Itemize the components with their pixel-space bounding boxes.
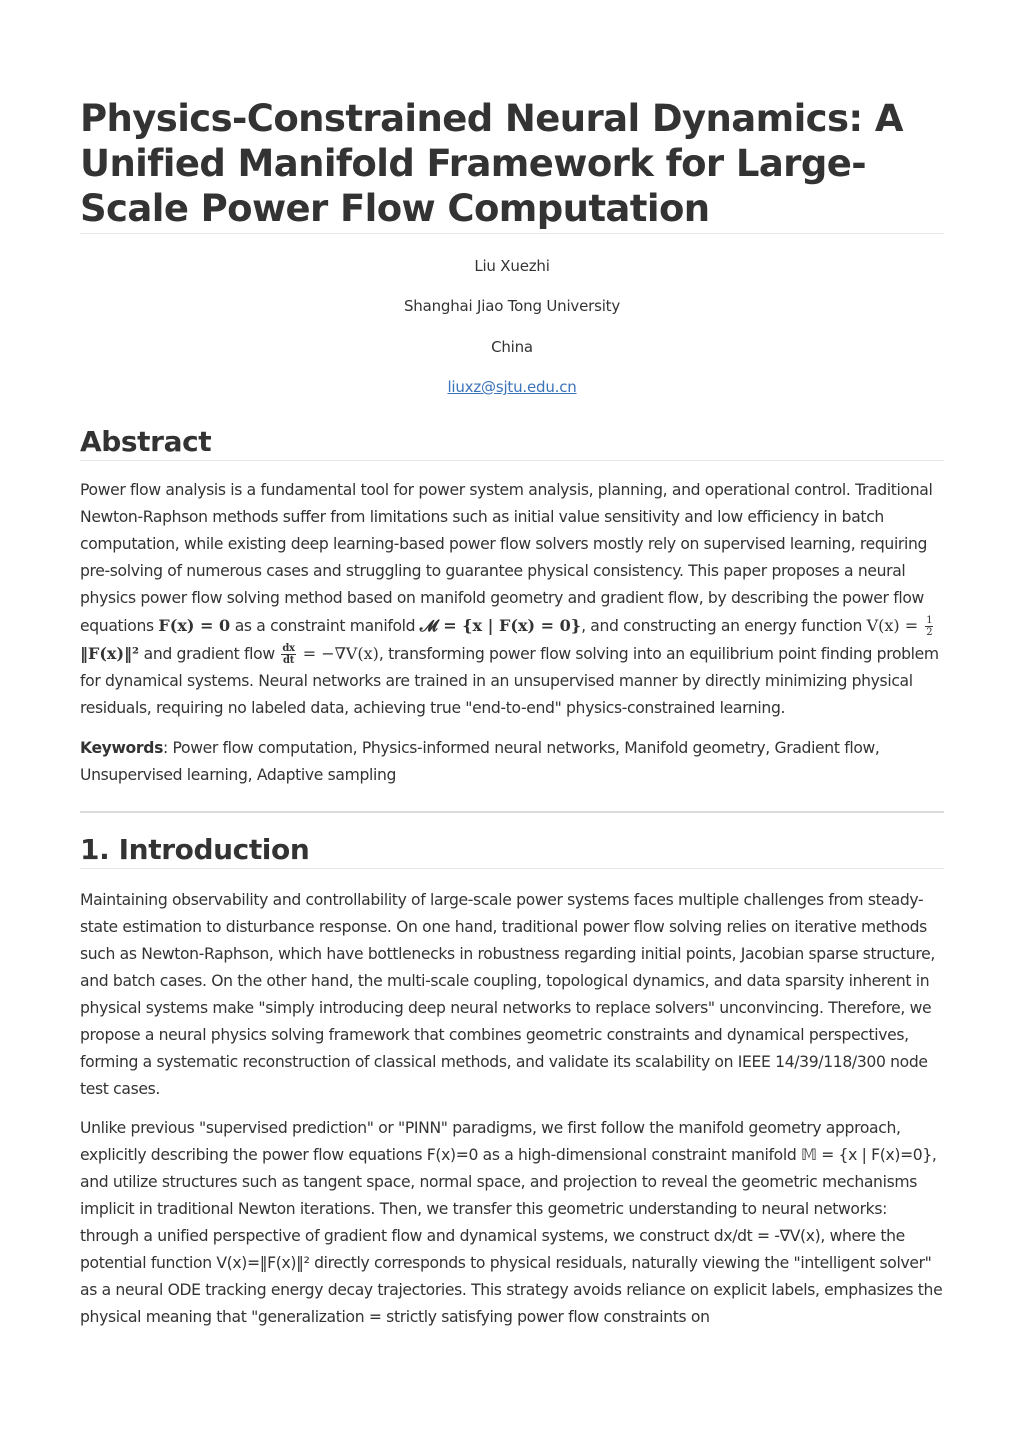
introduction-heading: 1. Introduction [80, 833, 944, 869]
equation-energy-lhs: V(x) = [866, 616, 924, 635]
author-block [80, 256, 944, 397]
paper-title: Physics-Constrained Neural Dynamics: A Unified Manifold Framework for Large-Scale Power Flow Computation [80, 96, 944, 234]
keywords-label: Keywords [80, 739, 164, 757]
abstract-text [80, 477, 944, 722]
abstract-text-part-4: and gradient flow [139, 645, 280, 663]
equation-manifold: 𝓜 = {x | F(x) = 0} [419, 616, 582, 635]
abstract-text-part-2: as a constraint manifold [230, 617, 420, 635]
equation-energy-fraction: $\frac{1}{2}$ [926, 615, 933, 638]
equation-energy-rhs: ‖F(x)‖² [80, 644, 140, 663]
equation-gradient-fraction: $\frac{dx}{dt}$ [282, 643, 295, 666]
section-divider [80, 811, 944, 813]
author-email-link[interactable]: liuxz@sjtu.edu.cn [447, 378, 577, 396]
keywords-list: : Power flow computation, Physics-informed neural networks, Manifold geometry, Gradient flow, Unsupervised learning, Adaptive sampling [80, 739, 880, 784]
equation-gradient-rhs: = −∇V(x) [297, 644, 379, 663]
keywords-paragraph [80, 735, 944, 789]
abstract-text-part-5: , transforming power flow solving into an equilibrium point finding problem for dynamical systems. Neural networks are trained in an unsupervised manner by directly minimizing physical residuals, requiring no labeled data, achieving true "end-to-end" physics-constrained learning. [80, 645, 939, 717]
equation-power-flow: F(x) = 0 [158, 616, 231, 635]
introduction-paragraph-2: Unlike previous "supervised prediction" or "PINN" paradigms, we first follow the manifold geometry approach, explicitly describing the power flow equations F(x)=0 as a high-dimensional constraint manifold 𝕄 = {x | F(x)=0}, and utilize structures such as tangent space, normal space, and projection to reveal the geometric mechanisms implicit in traditional Newton iterations. Then, we transfer this geometric understanding to neural networks: through a unified perspective of gradient flow and dynamical systems, we construct dx/dt = -∇V(x), where the potential function V(x)=‖F(x)‖² directly corresponds to physical residuals, naturally viewing the "intelligent solver" as a neural ODE tracking energy decay trajectories. This strategy avoids reliance on explicit labels, emphasizes the physical meaning that "generalization = strictly satisfying power flow constraints on [80, 1119, 943, 1326]
author-country: China [491, 338, 533, 356]
author-affiliation: Shanghai Jiao Tong University [403, 297, 621, 315]
introduction-paragraph-1: Maintaining observability and controllability of large-scale power systems faces multiple challenges from steady-state estimation to disturbance response. On one hand, traditional power flow solving relies on iterative methods such as Newton-Raphson, which have bottlenecks in robustness regarding initial points, Jacobian sparse structure, and batch cases. On the other hand, the multi-scale coupling, topological dynamics, and data sparsity inherent in physical systems make "simply introducing deep neural networks to replace solvers" unconvincing. Therefore, we propose a neural physics solving framework that combines geometric constraints and dynamical perspectives, forming a systematic reconstruction of classical methods, and validate its scalability on IEEE 14/39/118/300 node test cases. [80, 891, 935, 1098]
abstract-text-part-3: , and constructing an energy function [581, 617, 867, 635]
abstract-heading: Abstract [80, 425, 944, 461]
author-name: Liu Xuezhi [474, 257, 550, 275]
abstract-text-part-1: Power flow analysis is a fundamental tool for power system analysis, planning, and operational control. Traditional Newton-Raphson methods suffer from limitations such as initial value sensitivity and low efficiency in batch computation, while existing deep learning-based power flow solvers mostly rely on supervised learning, requiring pre-solving of numerous cases and struggling to guarantee physical consistency. This paper proposes a neural physics power flow solving method based on manifold geometry and gradient flow, by describing the power flow equations [80, 481, 933, 635]
